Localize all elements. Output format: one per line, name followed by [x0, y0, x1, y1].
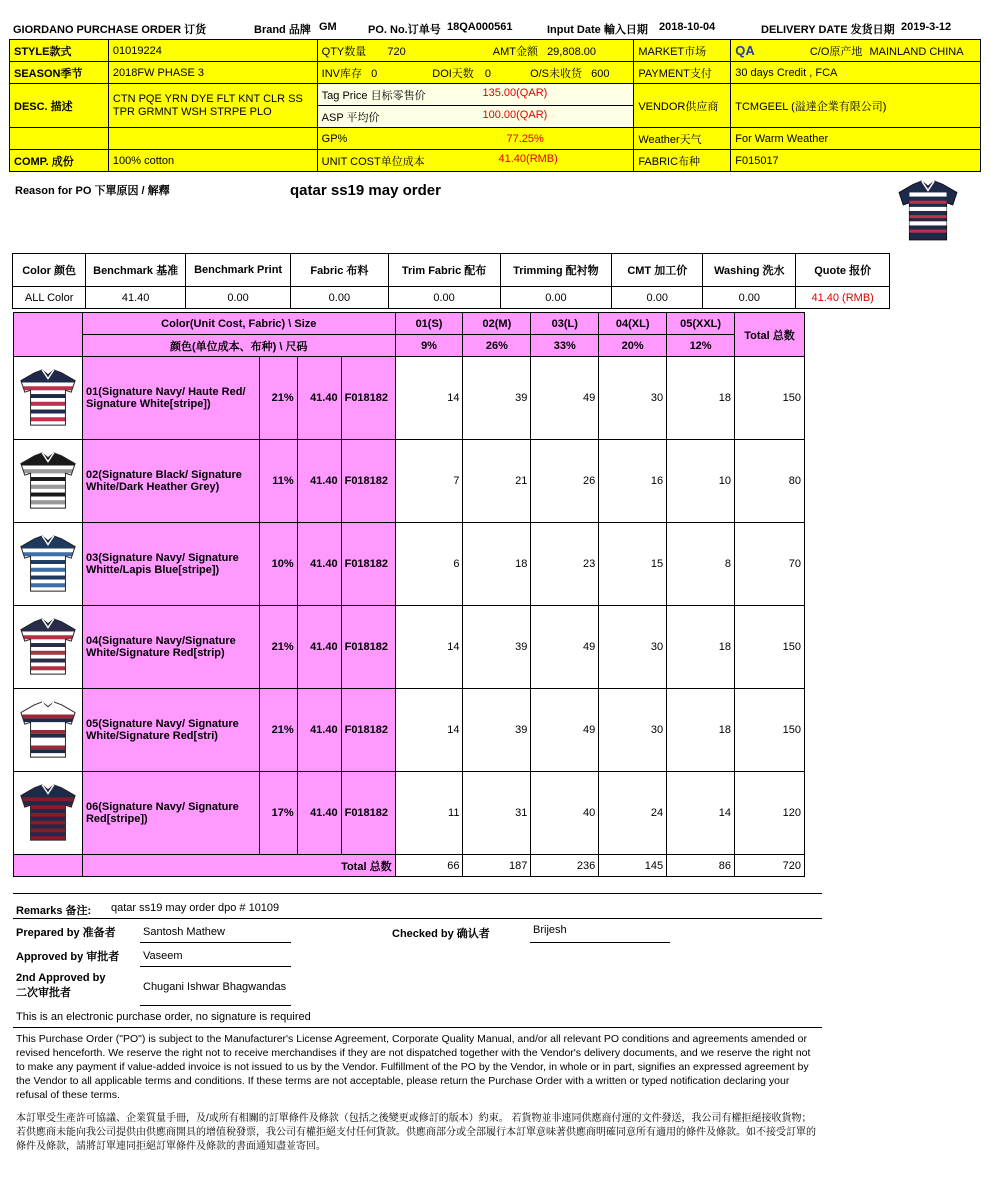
doi-value: 0 [484, 67, 491, 80]
tag-price-cell [317, 84, 634, 106]
ratio-5: 12% [667, 335, 735, 357]
ratio-1: 9% [395, 335, 463, 357]
remarks-text: qatar ss19 may order dpo # 10109 [111, 902, 280, 914]
row-total: 150 [735, 689, 805, 772]
cost-value-cell: 0.00 [500, 287, 612, 309]
cost-value-cell: 41.40 [86, 287, 186, 309]
size-quantity: 49 [531, 689, 599, 772]
size-quantity: 14 [395, 689, 463, 772]
row-total: 150 [735, 606, 805, 689]
signature-line [530, 942, 670, 943]
os-value: 600 [591, 67, 610, 80]
empty-value [108, 128, 317, 150]
size-quantity: 30 [599, 357, 667, 440]
size-quantity: 21 [463, 440, 531, 523]
po-header-grid [9, 39, 981, 172]
payment-label: PAYMENT支付 [634, 62, 731, 84]
fabric-value: F015017 [731, 150, 981, 172]
color-swatch-image [14, 440, 83, 523]
ratio-4: 20% [599, 335, 667, 357]
cost-header-cell: Color 颜色 [13, 254, 86, 287]
unit-cost-cell [317, 150, 634, 172]
size-quantity: 15 [599, 523, 667, 606]
po-label: PO. No.订单号 [368, 24, 441, 36]
size-quantity: 16 [599, 440, 667, 523]
amt-label: AMT金额 [492, 45, 538, 58]
size-quantity: 26 [531, 440, 599, 523]
origin-label: C/O原产地 [809, 45, 863, 58]
cost-value-cell: 0.00 [612, 287, 703, 309]
size-quantity: 6 [395, 523, 463, 606]
table-row [14, 523, 805, 606]
style-value: 01019224 [108, 40, 317, 62]
cost-header-cell: Trimming 配衬物 [500, 254, 612, 287]
gp-label: GP% [321, 132, 348, 145]
divider [13, 918, 822, 919]
inventory-cell [317, 62, 634, 84]
gp-value: 77.25% [506, 132, 544, 145]
size-1: 01(S) [395, 313, 463, 335]
electronic-notice: This is an electronic purchase order, no signature is required [16, 1011, 311, 1023]
cost-header-cell: Quote 报价 [796, 254, 890, 287]
approved-label: Approved by 审批者 [16, 951, 120, 963]
market-cell [731, 40, 981, 62]
footer-total-m: 187 [463, 855, 531, 877]
signature-line [140, 1005, 291, 1006]
comp-label: COMP. 成份 [10, 150, 109, 172]
grid-head-1: Color(Unit Cost, Fabric) \ Size [82, 313, 395, 335]
color-percent: 21% [259, 606, 297, 689]
input-date-label: Input Date 輸入日期 [547, 24, 648, 36]
table-row [14, 772, 805, 855]
style-label: STYLE款式 [10, 40, 109, 62]
footer-total-l: 236 [531, 855, 599, 877]
asp-value: 100.00(QAR) [482, 108, 548, 121]
qty-label: QTY数量 [321, 45, 367, 58]
cost-value-cell: 0.00 [185, 287, 290, 309]
brand-value: GM [319, 21, 337, 33]
legal-english: This Purchase Order ("PO") is subject to the Manufacturer's License Agreement, Corporate Quality Manual, and/or all relevant PO conditions and agreements amended or revised henceforth. We reserve the right not to receive merchandises if they are not dispatched together with the Vendor's delivery documents, and we reserve the right not to make any payment if value-added invoice is not issued to us by the Vendor. Fulfillment of the PO by the Vendor, in whole or in part, signifies an expressed agreement by the Vendor to all applicable terms and conditions. If these terms are not acceptable, please return the Purchase Order with a written or typed notification declaring your refusal of these terms. [16, 1033, 811, 1101]
size-quantity: 10 [667, 440, 735, 523]
unit-cost-value: 41.40(RMB) [498, 152, 558, 165]
size-2: 02(M) [463, 313, 531, 335]
season-label: SEASON季节 [10, 62, 109, 84]
desc-line-1: CTN PQE YRN DYE FLT KNT CLR SS [112, 92, 303, 105]
footer-total-s: 66 [395, 855, 463, 877]
cost-value-cell: 0.00 [388, 287, 500, 309]
reason-label: Reason for PO 下單原因 / 解釋 [15, 185, 170, 197]
size-3: 03(L) [531, 313, 599, 335]
fabric-label: FABRIC布种 [634, 150, 731, 172]
color-percent: 10% [259, 523, 297, 606]
ratio-3: 33% [531, 335, 599, 357]
brand-label: Brand 品牌 [254, 24, 311, 36]
size-quantity: 18 [667, 689, 735, 772]
color-name: 02(Signature Black/ Signature White/Dark Heather Grey) [82, 440, 259, 523]
table-row [14, 606, 805, 689]
table-row [14, 689, 805, 772]
size-4: 04(XL) [599, 313, 667, 335]
color-swatch-image [14, 523, 83, 606]
color-fabric: F018182 [341, 523, 395, 606]
size-quantity: 39 [463, 357, 531, 440]
cost-value-cell: 0.00 [703, 287, 796, 309]
inv-label: INV库存 [321, 67, 362, 80]
color-unit-cost: 41.40 [297, 689, 341, 772]
size-quantity: 39 [463, 606, 531, 689]
inv-value: 0 [371, 67, 378, 80]
origin-value: MAINLAND CHINA [869, 45, 964, 58]
color-unit-cost: 41.40 [297, 523, 341, 606]
os-label: O/S未收货 [530, 67, 583, 80]
size-quantity: 23 [531, 523, 599, 606]
second-approved-value: Chugani Ishwar Bhagwandas [143, 981, 287, 993]
size-quantity: 8 [667, 523, 735, 606]
payment-value: 30 days Credit , FCA [731, 62, 981, 84]
market-value: QA [735, 42, 755, 58]
size-quantity: 39 [463, 689, 531, 772]
second-approved-label-2: 二次审批者 [16, 987, 71, 999]
color-unit-cost: 41.40 [297, 772, 341, 855]
size-quantity: 14 [395, 357, 463, 440]
size-quantity: 11 [395, 772, 463, 855]
color-fabric: F018182 [341, 772, 395, 855]
cost-value-cell: 0.00 [291, 287, 388, 309]
cost-header-cell: Benchmark Print [185, 254, 290, 287]
approved-value: Vaseem [143, 950, 183, 962]
delivery-label: DELIVERY DATE 发货日期 [761, 24, 895, 36]
color-swatch-image [14, 689, 83, 772]
color-percent: 17% [259, 772, 297, 855]
input-date: 2018-10-04 [659, 21, 716, 33]
doi-label: DOI天数 [432, 67, 474, 80]
color-name: 06(Signature Navy/ Signature Red[stripe]) [82, 772, 259, 855]
size-quantity: 49 [531, 606, 599, 689]
color-name: 01(Signature Navy/ Haute Red/ Signature White[stripe]) [82, 357, 259, 440]
color-name: 05(Signature Navy/ Signature White/Signature Red[stri) [82, 689, 259, 772]
second-approved-label-1: 2nd Approved by [16, 972, 106, 984]
color-percent: 21% [259, 689, 297, 772]
signature-line [140, 942, 291, 943]
reason-text: qatar ss19 may order [290, 182, 441, 199]
weather-value: For Warm Weather [731, 128, 981, 150]
grid-head-2: 颜色(单位成本、布种) \ 尺码 [82, 335, 395, 357]
desc-label: DESC. 描述 [10, 84, 109, 128]
divider [13, 1027, 822, 1028]
row-total: 70 [735, 523, 805, 606]
cost-value-cell: ALL Color [13, 287, 86, 309]
cost-breakdown-table [12, 253, 890, 309]
size-5: 05(XXL) [667, 313, 735, 335]
color-unit-cost: 41.40 [297, 440, 341, 523]
po-title: GIORDANO PURCHASE ORDER 订货 [13, 24, 207, 36]
size-quantity: 30 [599, 689, 667, 772]
legal-chinese: 本訂單受生產許可協議、企業質量手冊，及/或所有相關的訂單條件及條款（包括之後變更或修訂的版本）約束。 若貨物並非連同供應商付運的文件發送，我公司有權拒絕接收貨物；若供應商未能向我公司提供由供應商開具的增值稅發票，我公司有權拒絕支付任何貨款。供應商部分或全部履行本訂單意味著供應商明確同意所有適用的條件及條款。如不接受訂單的條件及條款，請將訂單連同拒絕訂單條件及條款的書面通知盡並寄回。 [16, 1113, 816, 1152]
delivery-date: 2019-3-12 [901, 21, 952, 33]
cost-header-cell: CMT 加工价 [612, 254, 703, 287]
size-quantity: 18 [463, 523, 531, 606]
divider [13, 893, 822, 894]
size-quantity: 18 [667, 357, 735, 440]
size-quantity: 40 [531, 772, 599, 855]
qty-value: 720 [387, 45, 406, 58]
color-name: 04(Signature Navy/Signature White/Signature Red[strip) [82, 606, 259, 689]
prepared-label: Prepared by 准备者 [16, 927, 116, 939]
footer-total-label: Total 总数 [82, 855, 395, 877]
row-total: 150 [735, 357, 805, 440]
po-number: 18QA000561 [447, 21, 513, 33]
prepared-value: Santosh Mathew [143, 926, 225, 938]
table-row [14, 357, 805, 440]
footer-total-xxl: 86 [667, 855, 735, 877]
row-total: 80 [735, 440, 805, 523]
color-percent: 11% [259, 440, 297, 523]
color-unit-cost: 41.40 [297, 606, 341, 689]
footer-total-xl: 145 [599, 855, 667, 877]
weather-label: Weather天气 [634, 128, 731, 150]
footer-blank [14, 855, 83, 877]
color-unit-cost: 41.40 [297, 357, 341, 440]
color-swatch-image [14, 357, 83, 440]
cost-header-cell: Fabric 布料 [291, 254, 388, 287]
size-quantity: 49 [531, 357, 599, 440]
empty-label [10, 128, 109, 150]
signature-line [140, 966, 291, 967]
color-swatch-image [14, 606, 83, 689]
color-fabric: F018182 [341, 606, 395, 689]
size-quantity: 14 [667, 772, 735, 855]
vendor-value: TCMGEEL (溢達企業有限公司) [731, 84, 981, 128]
checked-value: Brijesh [533, 924, 567, 936]
color-percent: 21% [259, 357, 297, 440]
desc-line-2: TPR GRMNT WSH STRPE PLO [112, 105, 272, 118]
unit-cost-label: UNIT COST单位成本 [321, 155, 425, 168]
size-quantity: 7 [395, 440, 463, 523]
color-name: 03(Signature Navy/ Signature Whitte/Lapis Blue[stripe]) [82, 523, 259, 606]
color-fabric: F018182 [341, 357, 395, 440]
color-fabric: F018182 [341, 689, 395, 772]
color-swatch-image [14, 772, 83, 855]
footer-grand-total: 720 [735, 855, 805, 877]
desc-cell [108, 84, 317, 128]
qty-amt-cell [317, 40, 634, 62]
season-value: 2018FW PHASE 3 [108, 62, 317, 84]
size-quantity: 24 [599, 772, 667, 855]
size-quantity: 14 [395, 606, 463, 689]
size-quantity: 30 [599, 606, 667, 689]
color-fabric: F018182 [341, 440, 395, 523]
row-total: 120 [735, 772, 805, 855]
asp-cell [317, 106, 634, 128]
size-quantity: 18 [667, 606, 735, 689]
table-row [14, 440, 805, 523]
vendor-label: VENDOR供应商 [634, 84, 731, 128]
main-product-image [894, 178, 962, 244]
tag-price-label: Tag Price 目标零售价 [321, 89, 426, 102]
comp-value: 100% cotton [108, 150, 317, 172]
cost-header-cell: Benchmark 基准 [86, 254, 186, 287]
asp-label: ASP 平均价 [321, 111, 380, 124]
cost-header-cell: Washing 洗水 [703, 254, 796, 287]
checked-label: Checked by 确认者 [392, 928, 490, 940]
amt-value: 29,808.00 [547, 45, 596, 58]
market-label: MARKET市场 [634, 40, 731, 62]
cost-value-cell: 41.40 (RMB) [796, 287, 890, 309]
tag-price-value: 135.00(QAR) [482, 86, 548, 99]
remarks-label: Remarks 备注: [16, 905, 92, 917]
total-header: Total 总数 [735, 313, 805, 357]
cost-header-cell: Trim Fabric 配布 [388, 254, 500, 287]
gp-cell [317, 128, 634, 150]
size-quantity: 31 [463, 772, 531, 855]
image-header [14, 313, 83, 357]
color-size-table [13, 312, 805, 877]
ratio-2: 26% [463, 335, 531, 357]
